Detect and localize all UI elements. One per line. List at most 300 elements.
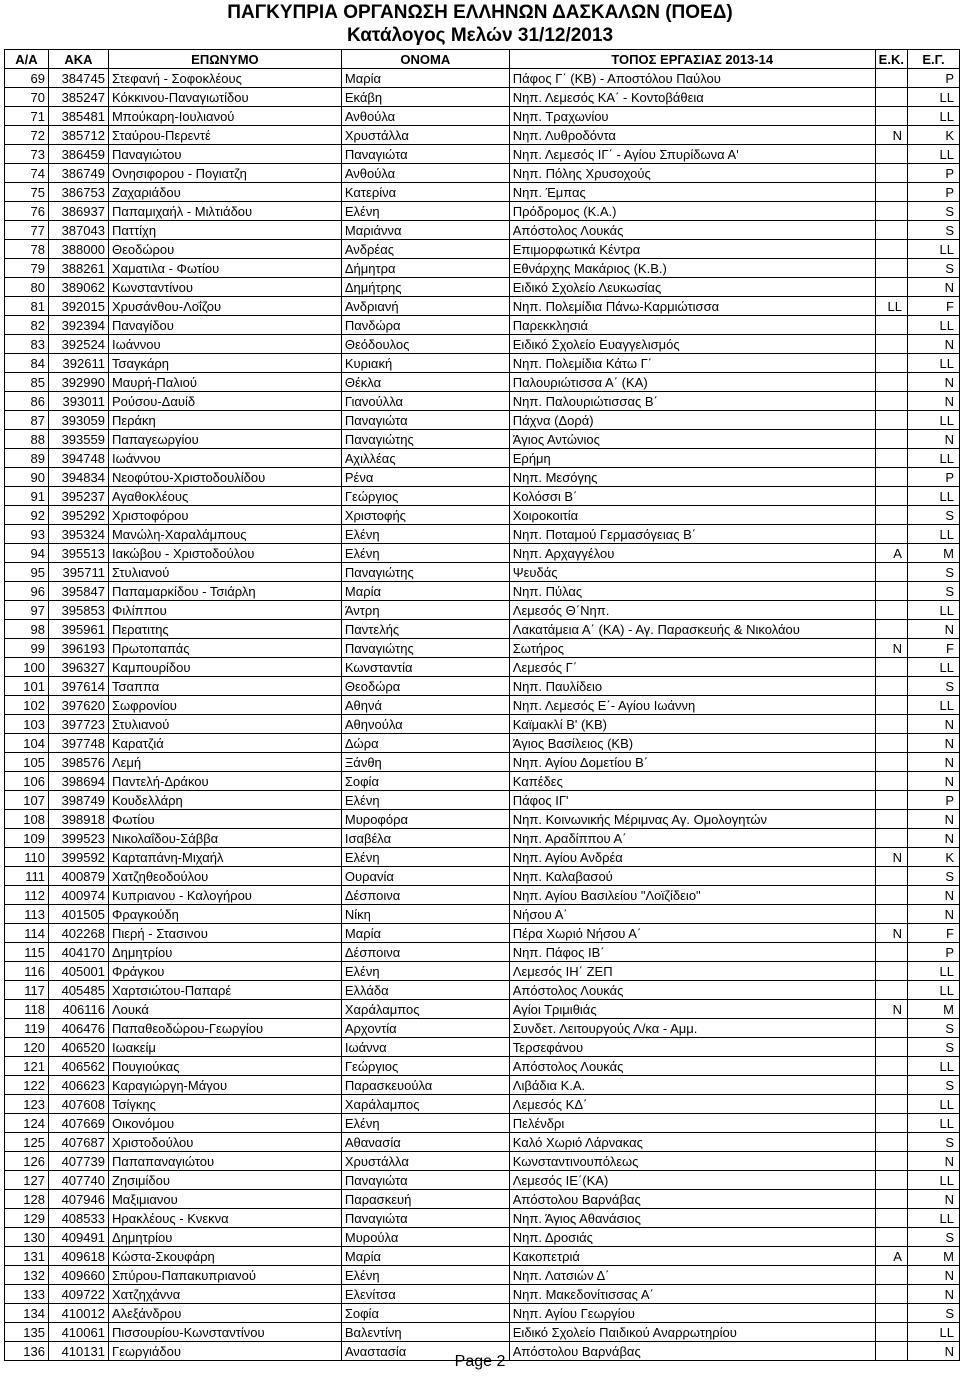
member-name: Δώρα bbox=[341, 734, 509, 753]
member-aka: 395292 bbox=[48, 506, 108, 525]
member-aka: 385247 bbox=[48, 88, 108, 107]
table-row bbox=[5, 791, 960, 810]
member-ek bbox=[875, 601, 907, 620]
member-aka: 409491 bbox=[48, 1228, 108, 1247]
row-number: 78 bbox=[5, 240, 49, 259]
member-name: Μαρία bbox=[341, 582, 509, 601]
member-surname: Ηρακλέους - Κνεκνα bbox=[108, 1209, 341, 1228]
table-row bbox=[5, 601, 960, 620]
member-ek bbox=[875, 487, 907, 506]
member-eg: LL bbox=[907, 962, 959, 981]
member-surname: Κόκκινου-Παναγιωτίδου bbox=[108, 88, 341, 107]
member-ek bbox=[875, 525, 907, 544]
member-eg: S bbox=[907, 677, 959, 696]
member-aka: 404170 bbox=[48, 943, 108, 962]
member-eg: P bbox=[907, 69, 959, 88]
member-surname: Μαξιμιανου bbox=[108, 1190, 341, 1209]
member-eg: LL bbox=[907, 449, 959, 468]
row-number: 117 bbox=[5, 981, 49, 1000]
table-row bbox=[5, 1323, 960, 1342]
member-surname: Φιλίππου bbox=[108, 601, 341, 620]
member-aka: 385481 bbox=[48, 107, 108, 126]
member-workplace: Νηπ. Παλουριώτισσας Β΄ bbox=[509, 392, 875, 411]
member-eg: LL bbox=[907, 354, 959, 373]
table-row bbox=[5, 297, 960, 316]
member-name: Γεώργιος bbox=[341, 1057, 509, 1076]
member-surname: Καρταπάνη-Μιχαήλ bbox=[108, 848, 341, 867]
member-ek bbox=[875, 810, 907, 829]
member-name: Δημήτρης bbox=[341, 278, 509, 297]
member-surname: Παπαθεοδώρου-Γεωργίου bbox=[108, 1019, 341, 1038]
member-name: Ισαβέλα bbox=[341, 829, 509, 848]
row-number: 108 bbox=[5, 810, 49, 829]
table-row bbox=[5, 335, 960, 354]
member-workplace: Άγιος Αντώνιος bbox=[509, 430, 875, 449]
member-surname: Λουκά bbox=[108, 1000, 341, 1019]
member-aka: 407687 bbox=[48, 1133, 108, 1152]
member-surname: Τσαγκάρη bbox=[108, 354, 341, 373]
member-aka: 397748 bbox=[48, 734, 108, 753]
member-aka: 392524 bbox=[48, 335, 108, 354]
member-ek bbox=[875, 582, 907, 601]
member-workplace: Νηπ. Πολεμίδια Πάνω-Καρμιώτισσα bbox=[509, 297, 875, 316]
member-ek bbox=[875, 620, 907, 639]
table-row bbox=[5, 1038, 960, 1057]
member-aka: 393011 bbox=[48, 392, 108, 411]
member-aka: 407740 bbox=[48, 1171, 108, 1190]
member-ek bbox=[875, 1133, 907, 1152]
row-number: 118 bbox=[5, 1000, 49, 1019]
member-ek bbox=[875, 962, 907, 981]
member-eg: LL bbox=[907, 88, 959, 107]
member-workplace: Εθνάρχης Μακάριος (Κ.Β.) bbox=[509, 259, 875, 278]
member-surname: Ιωακείμ bbox=[108, 1038, 341, 1057]
table-row bbox=[5, 1019, 960, 1038]
organization-title: ΠΑΓΚΥΠΡΙΑ ΟΡΓΑΝΩΣΗ ΕΛΛΗΝΩΝ ΔΑΣΚΑΛΩΝ (ΠΟΕΔ) bbox=[227, 2, 733, 23]
member-aka: 398576 bbox=[48, 753, 108, 772]
table-row bbox=[5, 810, 960, 829]
member-workplace: Απόστολος Λουκάς bbox=[509, 221, 875, 240]
table-row bbox=[5, 430, 960, 449]
table-row bbox=[5, 848, 960, 867]
member-aka: 387043 bbox=[48, 221, 108, 240]
member-aka: 405485 bbox=[48, 981, 108, 1000]
member-name: Γιανούλλα bbox=[341, 392, 509, 411]
member-eg: N bbox=[907, 905, 959, 924]
table-row bbox=[5, 905, 960, 924]
member-workplace: Νηπ. Άγιος Αθανάσιος bbox=[509, 1209, 875, 1228]
row-number: 74 bbox=[5, 164, 49, 183]
member-eg: P bbox=[907, 164, 959, 183]
member-ek: N bbox=[875, 1000, 907, 1019]
member-surname: Κυπριανου - Καλογήρου bbox=[108, 886, 341, 905]
member-aka: 394748 bbox=[48, 449, 108, 468]
member-ek: A bbox=[875, 1247, 907, 1266]
member-workplace: Απόστολος Λουκάς bbox=[509, 981, 875, 1000]
member-ek bbox=[875, 430, 907, 449]
member-workplace: Τερσεφάνου bbox=[509, 1038, 875, 1057]
table-row bbox=[5, 525, 960, 544]
member-name: Ανδριανή bbox=[341, 297, 509, 316]
member-surname: Σωφρονίου bbox=[108, 696, 341, 715]
member-ek bbox=[875, 373, 907, 392]
member-aka: 407946 bbox=[48, 1190, 108, 1209]
member-aka: 386753 bbox=[48, 183, 108, 202]
member-workplace: Συνδετ. Λειτουργούς Λ/κα - Αμμ. bbox=[509, 1019, 875, 1038]
member-name: Δέσποινα bbox=[341, 886, 509, 905]
member-workplace: Λιβάδια Κ.Α. bbox=[509, 1076, 875, 1095]
member-eg: F bbox=[907, 924, 959, 943]
row-number: 110 bbox=[5, 848, 49, 867]
member-surname: Δημητρίου bbox=[108, 943, 341, 962]
member-eg: LL bbox=[907, 696, 959, 715]
member-name: Μυρούλα bbox=[341, 1228, 509, 1247]
member-workplace: Νηπ. Ποταμού Γερμασόγειας Β΄ bbox=[509, 525, 875, 544]
member-eg: N bbox=[907, 1266, 959, 1285]
member-ek bbox=[875, 411, 907, 430]
member-name: Ανδρέας bbox=[341, 240, 509, 259]
row-number: 83 bbox=[5, 335, 49, 354]
table-row bbox=[5, 924, 960, 943]
member-eg: LL bbox=[907, 487, 959, 506]
member-surname: Ιωάννου bbox=[108, 335, 341, 354]
row-number: 130 bbox=[5, 1228, 49, 1247]
row-number: 92 bbox=[5, 506, 49, 525]
row-number: 127 bbox=[5, 1171, 49, 1190]
member-name: Ουρανία bbox=[341, 867, 509, 886]
member-ek bbox=[875, 506, 907, 525]
member-eg: LL bbox=[907, 601, 959, 620]
row-number: 73 bbox=[5, 145, 49, 164]
member-workplace: Νηπ. Αγίου Γεωργίου bbox=[509, 1304, 875, 1323]
member-ek bbox=[875, 164, 907, 183]
column-header-surname: ΕΠΩΝΥΜΟ bbox=[108, 50, 341, 69]
member-workplace: Λεμεσός Γ΄ bbox=[509, 658, 875, 677]
member-eg: N bbox=[907, 1285, 959, 1304]
member-name: Κυριακή bbox=[341, 354, 509, 373]
member-name: Αθηνούλα bbox=[341, 715, 509, 734]
row-number: 126 bbox=[5, 1152, 49, 1171]
member-workplace: Νηπ. Λατσιών Δ΄ bbox=[509, 1266, 875, 1285]
member-aka: 396193 bbox=[48, 639, 108, 658]
member-ek bbox=[875, 981, 907, 1000]
member-surname: Πισσουρίου-Κωνσταντίνου bbox=[108, 1323, 341, 1342]
member-surname: Παττίχη bbox=[108, 221, 341, 240]
member-eg: P bbox=[907, 791, 959, 810]
row-number: 113 bbox=[5, 905, 49, 924]
table-row bbox=[5, 354, 960, 373]
row-number: 122 bbox=[5, 1076, 49, 1095]
member-ek bbox=[875, 1190, 907, 1209]
member-ek bbox=[875, 677, 907, 696]
member-surname: Στυλιανού bbox=[108, 715, 341, 734]
row-number: 81 bbox=[5, 297, 49, 316]
member-workplace: Κακοπετριά bbox=[509, 1247, 875, 1266]
row-number: 119 bbox=[5, 1019, 49, 1038]
member-surname: Ονησιφορου - Πογιατζη bbox=[108, 164, 341, 183]
table-row bbox=[5, 1095, 960, 1114]
member-workplace: Νηπ. Κοινωνικής Μέριμνας Αγ. Ομολογητών bbox=[509, 810, 875, 829]
member-name: Άντρη bbox=[341, 601, 509, 620]
member-surname: Χαρτσιώτου-Παπαρέ bbox=[108, 981, 341, 1000]
row-number: 79 bbox=[5, 259, 49, 278]
member-aka: 386459 bbox=[48, 145, 108, 164]
table-row bbox=[5, 563, 960, 582]
row-number: 99 bbox=[5, 639, 49, 658]
member-ek bbox=[875, 1095, 907, 1114]
member-name: Μαρία bbox=[341, 69, 509, 88]
member-workplace: Νηπ. Αγίου Δομετίου Β΄ bbox=[509, 753, 875, 772]
table-row bbox=[5, 316, 960, 335]
member-ek bbox=[875, 468, 907, 487]
column-header-eg: Ε.Γ. bbox=[907, 50, 959, 69]
table-row bbox=[5, 487, 960, 506]
member-workplace: Νηπ. Παυλίδειο bbox=[509, 677, 875, 696]
member-workplace: Κολόσσι Β΄ bbox=[509, 487, 875, 506]
table-row bbox=[5, 1152, 960, 1171]
row-number: 98 bbox=[5, 620, 49, 639]
member-name: Παναγιώτα bbox=[341, 1209, 509, 1228]
table-row bbox=[5, 639, 960, 658]
member-ek bbox=[875, 1266, 907, 1285]
member-workplace: Πάφος Γ΄ (ΚΒ) - Αποστόλου Παύλου bbox=[509, 69, 875, 88]
member-aka: 409660 bbox=[48, 1266, 108, 1285]
member-eg: LL bbox=[907, 107, 959, 126]
list-subtitle: Κατάλογος Μελών 31/12/2013 bbox=[346, 25, 614, 46]
member-eg: LL bbox=[907, 658, 959, 677]
member-aka: 399523 bbox=[48, 829, 108, 848]
member-surname: Ζαχαριάδου bbox=[108, 183, 341, 202]
member-eg: S bbox=[907, 506, 959, 525]
member-surname: Φωτίου bbox=[108, 810, 341, 829]
member-workplace: Ερήμη bbox=[509, 449, 875, 468]
table-row bbox=[5, 69, 960, 88]
member-name: Σοφία bbox=[341, 772, 509, 791]
member-aka: 388000 bbox=[48, 240, 108, 259]
table-row bbox=[5, 506, 960, 525]
member-eg: M bbox=[907, 544, 959, 563]
member-aka: 395853 bbox=[48, 601, 108, 620]
member-aka: 407739 bbox=[48, 1152, 108, 1171]
member-workplace: Νηπ. Πόλης Χρυσοχούς bbox=[509, 164, 875, 183]
member-aka: 395513 bbox=[48, 544, 108, 563]
member-workplace: Νήσου Α΄ bbox=[509, 905, 875, 924]
member-name: Ελένη bbox=[341, 544, 509, 563]
member-eg: LL bbox=[907, 1114, 959, 1133]
table-row bbox=[5, 1114, 960, 1133]
member-name: Βαλεντίνη bbox=[341, 1323, 509, 1342]
member-surname: Παπαμιχαήλ - Μιλτιάδου bbox=[108, 202, 341, 221]
member-surname: Πουγιούκας bbox=[108, 1057, 341, 1076]
row-number: 109 bbox=[5, 829, 49, 848]
member-ek bbox=[875, 1057, 907, 1076]
member-surname: Μανώλη-Χαραλάμπους bbox=[108, 525, 341, 544]
member-name: Παναγιώτα bbox=[341, 1171, 509, 1190]
member-aka: 395237 bbox=[48, 487, 108, 506]
member-ek bbox=[875, 240, 907, 259]
member-name: Παρασκευούλα bbox=[341, 1076, 509, 1095]
member-name: Μαρία bbox=[341, 924, 509, 943]
member-aka: 393059 bbox=[48, 411, 108, 430]
member-workplace: Νηπ. Πολεμίδια Κάτω Γ΄ bbox=[509, 354, 875, 373]
member-name: Ελένη bbox=[341, 525, 509, 544]
member-surname: Παντελή-Δράκου bbox=[108, 772, 341, 791]
member-workplace: Πέρα Χωριό Νήσου Α΄ bbox=[509, 924, 875, 943]
member-ek: N bbox=[875, 848, 907, 867]
member-name: Ελένη bbox=[341, 202, 509, 221]
member-eg: F bbox=[907, 297, 959, 316]
member-eg: N bbox=[907, 620, 959, 639]
member-ek bbox=[875, 1209, 907, 1228]
member-aka: 406520 bbox=[48, 1038, 108, 1057]
member-workplace: Πελένδρι bbox=[509, 1114, 875, 1133]
member-aka: 406562 bbox=[48, 1057, 108, 1076]
row-number: 69 bbox=[5, 69, 49, 88]
table-row bbox=[5, 411, 960, 430]
member-ek: N bbox=[875, 639, 907, 658]
member-aka: 398749 bbox=[48, 791, 108, 810]
member-surname: Πρωτοπαπάς bbox=[108, 639, 341, 658]
member-name: Χρυστάλλα bbox=[341, 126, 509, 145]
row-number: 91 bbox=[5, 487, 49, 506]
member-name: Χριστοφής bbox=[341, 506, 509, 525]
member-aka: 384745 bbox=[48, 69, 108, 88]
member-eg: S bbox=[907, 1019, 959, 1038]
member-ek bbox=[875, 335, 907, 354]
member-name: Θεοδώρα bbox=[341, 677, 509, 696]
row-number: 115 bbox=[5, 943, 49, 962]
member-name: Ανθούλα bbox=[341, 107, 509, 126]
table-row bbox=[5, 1285, 960, 1304]
table-row bbox=[5, 1057, 960, 1076]
member-workplace: Νηπ. Πάφος ΙΒ΄ bbox=[509, 943, 875, 962]
member-workplace: Νηπ. Πύλας bbox=[509, 582, 875, 601]
member-aka: 397723 bbox=[48, 715, 108, 734]
column-header-workplace: ΤΟΠΟΣ ΕΡΓΑΣΙΑΣ 2013-14 bbox=[509, 50, 875, 69]
table-row bbox=[5, 240, 960, 259]
member-name: Αθηνά bbox=[341, 696, 509, 715]
member-surname: Στεφανή - Σοφοκλέους bbox=[108, 69, 341, 88]
member-surname: Αγαθοκλέους bbox=[108, 487, 341, 506]
member-eg: S bbox=[907, 202, 959, 221]
member-aka: 388261 bbox=[48, 259, 108, 278]
member-ek bbox=[875, 1228, 907, 1247]
row-number: 136 bbox=[5, 1342, 49, 1361]
member-ek bbox=[875, 829, 907, 848]
member-surname: Χαματιλα - Φωτίου bbox=[108, 259, 341, 278]
row-number: 107 bbox=[5, 791, 49, 810]
member-workplace: Παρεκκλησιά bbox=[509, 316, 875, 335]
row-number: 85 bbox=[5, 373, 49, 392]
table-row bbox=[5, 582, 960, 601]
member-workplace: Νηπ. Έμπας bbox=[509, 183, 875, 202]
member-ek bbox=[875, 88, 907, 107]
row-number: 133 bbox=[5, 1285, 49, 1304]
member-workplace: Πάφος ΙΓ' bbox=[509, 791, 875, 810]
row-number: 97 bbox=[5, 601, 49, 620]
member-aka: 392990 bbox=[48, 373, 108, 392]
member-workplace: Πάχνα (Δορά) bbox=[509, 411, 875, 430]
member-eg: N bbox=[907, 734, 959, 753]
member-surname: Παπαπαναγιώτου bbox=[108, 1152, 341, 1171]
table-row bbox=[5, 620, 960, 639]
member-eg: P bbox=[907, 183, 959, 202]
member-eg: S bbox=[907, 563, 959, 582]
member-aka: 397614 bbox=[48, 677, 108, 696]
member-aka: 395711 bbox=[48, 563, 108, 582]
member-ek bbox=[875, 392, 907, 411]
member-workplace: Καϊμακλί Β' (ΚΒ) bbox=[509, 715, 875, 734]
member-ek bbox=[875, 715, 907, 734]
member-eg: LL bbox=[907, 411, 959, 430]
member-workplace: Νηπ. Αραδίππου Α΄ bbox=[509, 829, 875, 848]
member-workplace: Αγίοι Τριμιθιάς bbox=[509, 1000, 875, 1019]
member-surname: Χρυσάνθου-Λοΐζου bbox=[108, 297, 341, 316]
member-name: Αθανασία bbox=[341, 1133, 509, 1152]
row-number: 76 bbox=[5, 202, 49, 221]
member-eg: S bbox=[907, 867, 959, 886]
member-surname: Κουδελλάρη bbox=[108, 791, 341, 810]
row-number: 93 bbox=[5, 525, 49, 544]
member-surname: Νικολαΐδου-Σάββα bbox=[108, 829, 341, 848]
member-eg: N bbox=[907, 715, 959, 734]
member-surname: Μαυρή-Παλιού bbox=[108, 373, 341, 392]
member-aka: 398694 bbox=[48, 772, 108, 791]
member-surname: Ζησιμίδου bbox=[108, 1171, 341, 1190]
row-number: 84 bbox=[5, 354, 49, 373]
row-number: 95 bbox=[5, 563, 49, 582]
member-surname: Κωνσταντίνου bbox=[108, 278, 341, 297]
row-number: 72 bbox=[5, 126, 49, 145]
member-workplace: Νηπ. Τραχωνίου bbox=[509, 107, 875, 126]
member-eg: S bbox=[907, 1076, 959, 1095]
member-surname: Καρατζιά bbox=[108, 734, 341, 753]
member-eg: LL bbox=[907, 316, 959, 335]
table-row bbox=[5, 259, 960, 278]
row-number: 104 bbox=[5, 734, 49, 753]
member-surname: Γεωργιάδου bbox=[108, 1342, 341, 1361]
member-ek bbox=[875, 69, 907, 88]
member-name: Νίκη bbox=[341, 905, 509, 924]
member-name: Παναγιώτης bbox=[341, 563, 509, 582]
member-eg: N bbox=[907, 1190, 959, 1209]
member-eg: N bbox=[907, 335, 959, 354]
table-row bbox=[5, 126, 960, 145]
member-surname: Παναγιώτου bbox=[108, 145, 341, 164]
member-ek bbox=[875, 658, 907, 677]
table-row bbox=[5, 1190, 960, 1209]
row-number: 89 bbox=[5, 449, 49, 468]
table-row bbox=[5, 278, 960, 297]
member-eg: LL bbox=[907, 145, 959, 164]
table-row bbox=[5, 867, 960, 886]
member-surname: Παπαμαρκίδου - Τσιάρλη bbox=[108, 582, 341, 601]
row-number: 111 bbox=[5, 867, 49, 886]
member-aka: 395847 bbox=[48, 582, 108, 601]
member-name: Ρένα bbox=[341, 468, 509, 487]
member-ek bbox=[875, 1152, 907, 1171]
row-number: 94 bbox=[5, 544, 49, 563]
table-row bbox=[5, 829, 960, 848]
member-name: Παντελής bbox=[341, 620, 509, 639]
row-number: 77 bbox=[5, 221, 49, 240]
member-ek: LL bbox=[875, 297, 907, 316]
member-surname: Στυλιανού bbox=[108, 563, 341, 582]
member-surname: Λεμή bbox=[108, 753, 341, 772]
member-aka: 395324 bbox=[48, 525, 108, 544]
member-eg: LL bbox=[907, 240, 959, 259]
row-number: 132 bbox=[5, 1266, 49, 1285]
